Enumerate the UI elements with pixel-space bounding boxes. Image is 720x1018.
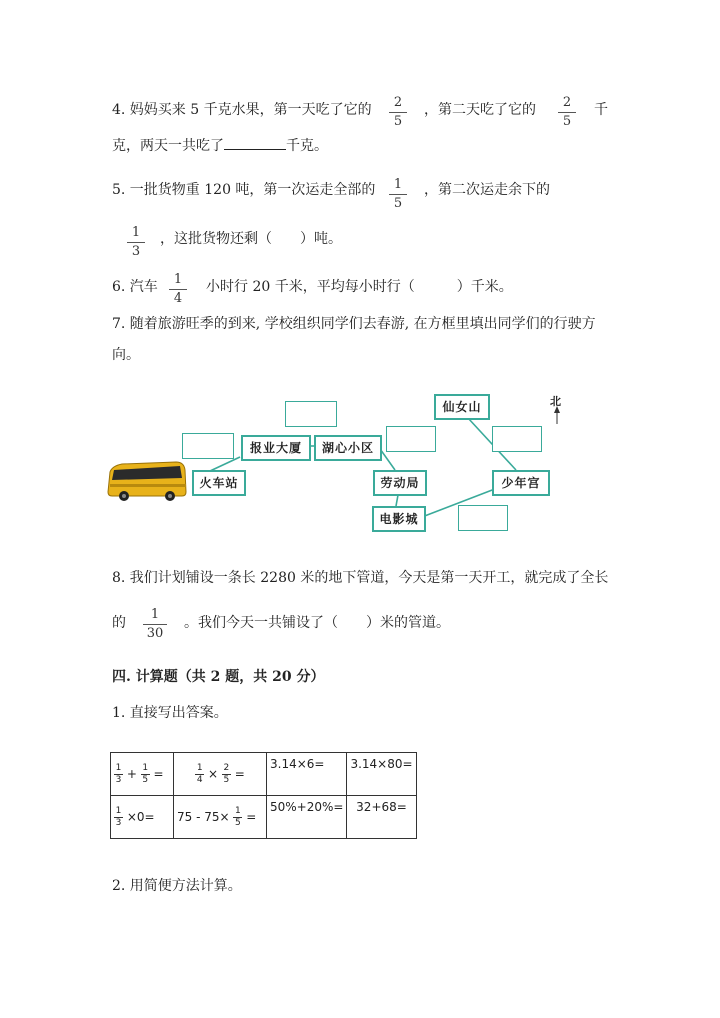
- q5-line1-b: ，第二次运走余下的: [424, 182, 550, 198]
- node-train-station: 火车站: [192, 470, 246, 496]
- q5-frac1-den: 5: [393, 196, 403, 211]
- node-cinema: 电影城: [372, 506, 426, 532]
- direction-answer-box-3[interactable]: [386, 426, 436, 452]
- q4-line2-b: 千克。: [286, 138, 328, 154]
- section-4-q1: 1. 直接写出答案。: [112, 705, 228, 721]
- q8-line1: 8. 我们计划铺设一条长 2280 米的地下管道，今天是第一天开工，就完成了全长: [112, 570, 609, 586]
- calc-cell-r1c4[interactable]: 3.14×80=: [347, 753, 416, 796]
- direction-answer-box-5[interactable]: [458, 505, 508, 531]
- q6-b: 小时行 20 千米，平均每小时行（ ）千米。: [206, 279, 513, 295]
- q5-frac1-num: 1: [393, 177, 403, 192]
- calc-cell-r1c2[interactable]: $\frac{1}{4} \times \frac{2}{5}$ =: [174, 753, 267, 796]
- table-row: [111, 753, 417, 796]
- node-newspaper-building: 报业大厦: [241, 435, 311, 461]
- q4-line1-c: 千: [594, 102, 608, 118]
- line-labor-to-cinema: [396, 495, 398, 506]
- q8-fraction: [142, 608, 168, 641]
- calc-cell-r2c3[interactable]: 50%+20%=: [267, 796, 347, 839]
- calc-cell-r1c1[interactable]: $\frac{1}{3} + \frac{1}{5}$ =: [111, 753, 174, 796]
- q4-frac2-den: 5: [562, 114, 572, 129]
- q6-frac-den: 4: [173, 291, 183, 306]
- q5-line2: ，这批货物还剩（ ）吨。: [160, 231, 342, 247]
- bus-icon: [106, 458, 188, 504]
- direction-answer-box-2[interactable]: [182, 433, 234, 459]
- q4-frac1-den: 5: [393, 114, 403, 129]
- calc-cell-r1c3[interactable]: 3.14×6=: [267, 753, 347, 796]
- q6-frac-num: 1: [173, 272, 183, 287]
- q4-line1-b: ，第二天吃了它的: [424, 102, 536, 118]
- q8-frac-den: 30: [146, 626, 164, 641]
- calc-cell-r2c2[interactable]: $75 - 75\times \frac{1}{5}$ =: [174, 796, 267, 839]
- section-4-title: 四. 计算题（共 2 题，共 20 分）: [112, 669, 325, 685]
- section-4-q2: 2. 用简便方法计算。: [112, 878, 242, 894]
- q4-frac1-num: 2: [393, 95, 403, 110]
- node-labor-bureau: 劳动局: [373, 470, 427, 496]
- table-row: [111, 796, 417, 839]
- q6-a: 6. 汽车: [112, 279, 158, 295]
- node-fairy-mountain: 仙女山: [434, 394, 490, 420]
- q4-frac2-num: 2: [562, 95, 572, 110]
- calc-cell-r2c4[interactable]: 32+68=: [347, 796, 416, 839]
- q8-line2-a: 的: [112, 615, 126, 631]
- q4-line1-a: 4. 妈妈买来 5 千克水果，第一天吃了它的: [112, 102, 372, 118]
- direction-answer-box-1[interactable]: [285, 401, 337, 427]
- q8-line2-b: 。我们今天一共铺设了（ ）米的管道。: [184, 615, 450, 631]
- north-label: 北: [550, 395, 561, 408]
- node-youth-palace: 少年宫: [492, 470, 550, 496]
- direction-answer-box-4[interactable]: [492, 426, 542, 452]
- node-lake-community: 湖心小区: [314, 435, 382, 461]
- calc-table: [110, 752, 417, 839]
- q5-line1-a: 5. 一批货物重 120 吨，第一次运走全部的: [112, 182, 376, 198]
- calc-cell-r2c1[interactable]: $\frac{1}{3} \times 0=$: [111, 796, 174, 839]
- line-train-to-newspaper: [210, 457, 240, 471]
- q4-line2-a: 克，两天一共吃了: [112, 138, 224, 154]
- q8-frac-num: 1: [150, 607, 160, 622]
- q5-frac2-num: 1: [131, 225, 141, 240]
- q7-line1: 7. 随着旅游旺季的到来, 学校组织同学们去春游, 在方框里填出同学们的行驶方: [112, 316, 596, 332]
- q5-frac2-den: 3: [131, 244, 141, 259]
- q7-line2: 向。: [112, 347, 140, 363]
